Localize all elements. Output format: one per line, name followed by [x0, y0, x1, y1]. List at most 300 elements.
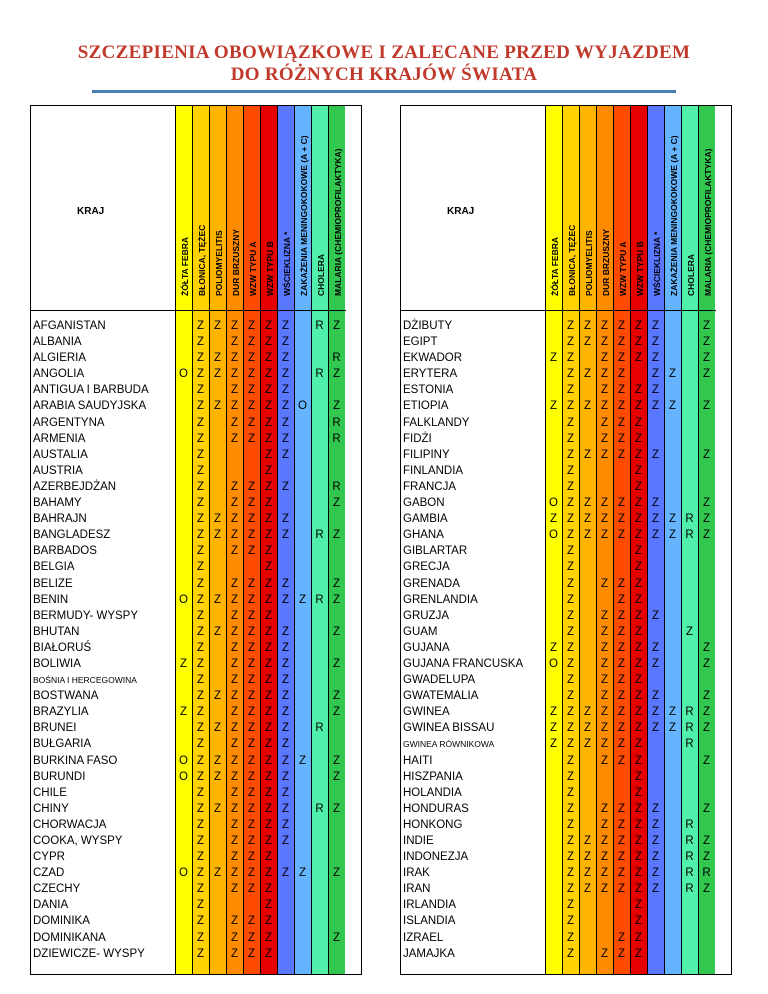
vaccine-cell: Z: [230, 609, 239, 622]
country-name: BENIN: [33, 593, 69, 606]
vaccine-cell: Z: [600, 577, 609, 590]
vaccine-cell: Z: [651, 867, 660, 880]
vaccine-cell: Z: [651, 851, 660, 864]
vaccine-cell: Z: [702, 529, 711, 542]
country-row: [401, 897, 731, 913]
country-name: ALGIERIA: [33, 352, 87, 365]
vaccine-cell: Z: [281, 400, 290, 413]
vaccine-cell: Z: [264, 497, 273, 510]
vaccine-cell: Z: [634, 770, 643, 783]
vaccine-column-header: [176, 106, 193, 311]
vaccine-cell: Z: [583, 738, 592, 751]
country-name: GUJANA FRANCUSKA: [403, 657, 524, 670]
vaccine-cell: Z: [264, 625, 273, 638]
vaccine-cell: Z: [651, 657, 660, 670]
vaccine-cell: Z: [634, 851, 643, 864]
vaccine-cell: Z: [617, 818, 626, 831]
vaccine-cell: Z: [196, 883, 205, 896]
vaccine-cell: Z: [600, 513, 609, 526]
vaccine-cell: Z: [264, 657, 273, 670]
vaccine-cell: Z: [634, 448, 643, 461]
vaccine-column-label: ZAKAŻENIA MENINGOKOKOWE (A + C): [668, 135, 679, 296]
country-name: AFGANISTAN: [33, 320, 106, 332]
vaccine-cell: Z: [566, 867, 575, 880]
vaccine-cell: Z: [281, 416, 290, 429]
country-name: BARBADOS: [33, 545, 97, 558]
vaccine-cell: Z: [702, 835, 711, 847]
vaccine-cell: Z: [247, 432, 256, 445]
vaccine-cell: Z: [668, 722, 677, 735]
vaccine-cell: R: [315, 368, 324, 381]
vaccine-cell: Z: [281, 835, 290, 847]
vaccine-column-header: [261, 106, 278, 311]
vaccine-cell: Z: [617, 609, 626, 622]
vaccine-cell: Z: [281, 770, 290, 783]
country-name: GWINEA: [403, 706, 450, 719]
vaccine-cell: Z: [600, 641, 609, 654]
vaccine-cell: Z: [549, 400, 558, 413]
vaccine-cell: Z: [332, 400, 341, 413]
vaccine-cell: Z: [213, 625, 222, 638]
country-row: [401, 415, 731, 431]
vaccine-cell: Z: [617, 448, 626, 461]
country-row: [31, 624, 361, 640]
vaccine-column-label: BŁONICA, TĘŻEC: [196, 224, 207, 296]
vaccine-cell: Z: [213, 368, 222, 381]
vaccine-column-label: MALARIA (CHEMIOPROFILAKTYKA): [702, 148, 713, 296]
vaccine-cell: R: [315, 529, 324, 542]
vaccine-cell: Z: [230, 706, 239, 719]
vaccine-cell: Z: [634, 577, 643, 590]
vaccine-cell: Z: [264, 400, 273, 413]
vaccine-cell: Z: [583, 320, 592, 332]
vaccine-cell: O: [549, 497, 558, 510]
vaccine-cell: Z: [634, 690, 643, 703]
vaccine-cell: Z: [230, 770, 239, 783]
vaccine-cell: Z: [196, 432, 205, 445]
vaccine-cell: Z: [600, 368, 609, 381]
vaccine-cell: Z: [566, 947, 575, 960]
vaccine-cell: Z: [634, 867, 643, 880]
country-row: [31, 559, 361, 575]
country-name: ANTIGUA I BARBUDA: [33, 384, 149, 397]
country-name: HONKONG: [403, 818, 463, 831]
vaccine-cell: Z: [566, 400, 575, 413]
country-row: [31, 592, 361, 608]
country-name: EKWADOR: [403, 352, 462, 365]
vaccine-cell: Z: [583, 867, 592, 880]
vaccine-cell: Z: [298, 593, 307, 606]
vaccine-cell: Z: [264, 706, 273, 719]
vaccine-cell: Z: [634, 593, 643, 606]
country-name: ARABIA SAUDYJSKA: [33, 400, 147, 413]
country-name: GWINEA BISSAU: [403, 722, 495, 735]
vaccine-cell: Z: [702, 754, 711, 767]
vaccine-cell: Z: [179, 706, 188, 719]
vaccine-cell: Z: [600, 722, 609, 735]
vaccine-cell: Z: [332, 368, 341, 381]
vaccine-cell: Z: [281, 738, 290, 751]
country-rows: [401, 318, 731, 962]
vaccine-column-label: WZW TYPU B: [634, 241, 645, 296]
vaccine-cell: Z: [264, 947, 273, 960]
vaccine-cell: Z: [264, 899, 273, 912]
vaccine-cell: Z: [583, 851, 592, 864]
vaccine-column-label: ŻÓŁTA FEBRA: [549, 236, 560, 296]
vaccine-cell: Z: [702, 497, 711, 510]
vaccine-cell: Z: [247, 754, 256, 767]
country-row: [401, 527, 731, 543]
vaccine-cell: Z: [702, 690, 711, 703]
country-row: [31, 801, 361, 817]
vaccine-cell: Z: [247, 368, 256, 381]
country-row: [31, 382, 361, 398]
vaccine-cell: Z: [196, 352, 205, 365]
vaccine-cell: R: [332, 432, 341, 445]
country-row: [401, 398, 731, 414]
country-row: [401, 592, 731, 608]
vaccine-cell: Z: [634, 835, 643, 847]
vaccine-cell: Z: [651, 336, 660, 349]
country-row: [401, 576, 731, 592]
vaccine-cell: Z: [617, 625, 626, 638]
country-row: [401, 463, 731, 479]
vaccine-column-label: WZW TYPU B: [264, 241, 275, 296]
vaccine-cell: Z: [230, 915, 239, 928]
country-name: FILIPINY: [403, 448, 450, 461]
country-name: HISZPANIA: [403, 770, 463, 783]
vaccine-cell: Z: [247, 786, 256, 799]
country-name: AUSTALIA: [33, 448, 88, 461]
vaccine-cell: Z: [196, 722, 205, 735]
vaccine-cell: Z: [213, 320, 222, 332]
vaccine-cell: Z: [281, 320, 290, 332]
country-row: [31, 946, 361, 962]
vaccine-cell: Z: [566, 625, 575, 638]
vaccine-cell: Z: [281, 690, 290, 703]
vaccine-cell: Z: [685, 625, 694, 638]
vaccine-column-header: [244, 106, 261, 311]
vaccine-cell: Z: [281, 432, 290, 445]
vaccine-cell: O: [179, 754, 188, 767]
country-name: DANIA: [33, 899, 69, 912]
country-name: BRUNEI: [33, 722, 77, 735]
country-name: GRECJA: [403, 561, 450, 574]
country-row: [31, 415, 361, 431]
country-name: FIDŻI: [403, 432, 432, 445]
vaccine-cell: Z: [634, 883, 643, 896]
country-name: BRAZYLIA: [33, 706, 89, 719]
vaccine-cell: Z: [617, 416, 626, 429]
country-name: GUAM: [403, 625, 438, 638]
vaccine-column-label: MALARIA (CHEMIOPROFILAKTYKA): [332, 148, 343, 296]
country-row: [401, 608, 731, 624]
vaccine-cell: Z: [600, 674, 609, 687]
vaccine-column-header: [665, 106, 682, 311]
country-name: AUSTRIA: [33, 464, 83, 477]
vaccine-cell: Z: [230, 931, 239, 944]
vaccine-cell: Z: [651, 609, 660, 622]
country-name: EGIPT: [403, 336, 438, 349]
vaccine-cell: Z: [213, 722, 222, 735]
country-name: BANGLADESZ: [33, 529, 111, 542]
vaccine-cell: Z: [566, 899, 575, 912]
country-name: IRAK: [403, 867, 430, 880]
vaccine-cell: Z: [264, 448, 273, 461]
vaccine-cell: Z: [247, 641, 256, 654]
vaccine-cell: Z: [583, 336, 592, 349]
country-row: [401, 753, 731, 769]
vaccine-cell: Z: [264, 867, 273, 880]
country-name: ISLANDIA: [403, 915, 456, 928]
vaccine-cell: Z: [247, 818, 256, 831]
vaccine-cell: Z: [617, 883, 626, 896]
country-name: DOMINIKA: [33, 915, 90, 928]
vaccine-cell: Z: [651, 497, 660, 510]
country-name: FINLANDIA: [403, 464, 464, 477]
vaccine-cell: Z: [617, 641, 626, 654]
vaccine-cell: O: [179, 368, 188, 381]
country-row: [401, 640, 731, 656]
vaccine-cell: Z: [651, 802, 660, 815]
vaccine-cell: Z: [196, 513, 205, 526]
vaccine-cell: Z: [213, 400, 222, 413]
country-name: IRAN: [403, 883, 431, 896]
country-name: BHUTAN: [33, 625, 80, 638]
vaccine-cell: Z: [281, 513, 290, 526]
vaccine-cell: Z: [651, 368, 660, 381]
vaccine-column-label: ŻÓŁTA FEBRA: [179, 236, 190, 296]
vaccine-cell: Z: [566, 593, 575, 606]
vaccine-cell: Z: [566, 480, 575, 493]
country-name: FRANCJA: [403, 480, 457, 493]
vaccine-cell: Z: [634, 818, 643, 831]
vaccine-cell: Z: [634, 674, 643, 687]
vaccine-cell: R: [332, 352, 341, 365]
country-row: [31, 640, 361, 656]
vaccine-column-header: [648, 106, 665, 311]
vaccine-cell: Z: [264, 561, 273, 574]
vaccine-cell: Z: [651, 400, 660, 413]
vaccine-cell: Z: [617, 947, 626, 960]
vaccine-cell: Z: [566, 754, 575, 767]
vaccine-cell: Z: [281, 529, 290, 542]
vaccine-cell: Z: [566, 609, 575, 622]
vaccine-cell: Z: [247, 674, 256, 687]
vaccine-cell: Z: [566, 802, 575, 815]
vaccine-cell: Z: [549, 738, 558, 751]
country-name: BAHAMY: [33, 497, 82, 510]
title-line-1: SZCZEPIENIA OBOWIĄZKOWE I ZALECANE PRZED WYJAZDEM: [77, 42, 691, 63]
vaccine-column-header: [329, 106, 346, 311]
vaccine-cell: Z: [617, 738, 626, 751]
country-row: [31, 849, 361, 865]
vaccine-cell: Z: [566, 851, 575, 864]
country-name: ANGOLIA: [33, 368, 85, 381]
title-underline: [92, 90, 676, 93]
vaccine-cell: Z: [196, 931, 205, 944]
country-row: [31, 913, 361, 929]
vaccine-cell: Z: [196, 818, 205, 831]
vaccine-cell: Z: [230, 336, 239, 349]
vaccine-cell: Z: [281, 657, 290, 670]
vaccine-cell: Z: [617, 497, 626, 510]
vaccine-column-label: WZW TYPU A: [247, 241, 258, 296]
country-name: BELIZE: [33, 577, 73, 590]
vaccine-cell: Z: [634, 786, 643, 799]
vaccine-cell: Z: [264, 593, 273, 606]
vaccine-cell: Z: [281, 352, 290, 365]
vaccine-cell: Z: [230, 384, 239, 397]
vaccine-cell: Z: [702, 336, 711, 349]
vaccine-cell: Z: [702, 657, 711, 670]
country-name: BAHRAJN: [33, 513, 87, 526]
vaccine-cell: Z: [247, 770, 256, 783]
vaccine-cell: Z: [651, 352, 660, 365]
vaccine-cell: R: [685, 722, 694, 735]
vaccine-cell: Z: [583, 368, 592, 381]
vaccine-cell: Z: [264, 609, 273, 622]
vaccine-cell: Z: [566, 577, 575, 590]
vaccine-cell: Z: [264, 818, 273, 831]
vaccine-cell: Z: [651, 448, 660, 461]
vaccine-column-header: [210, 106, 227, 311]
vaccine-cell: Z: [230, 593, 239, 606]
vaccine-cell: Z: [196, 416, 205, 429]
vaccine-cell: Z: [634, 754, 643, 767]
vaccine-cell: Z: [566, 464, 575, 477]
country-row: [401, 704, 731, 720]
vaccine-cell: Z: [264, 915, 273, 928]
vaccine-cell: Z: [230, 657, 239, 670]
vaccine-column-label: WŚCIEKLIZNA *: [651, 231, 662, 296]
country-row: [401, 833, 731, 849]
vaccine-cell: Z: [600, 416, 609, 429]
vaccine-cell: Z: [617, 931, 626, 944]
country-name: CHILE: [33, 786, 67, 799]
vaccine-cell: Z: [549, 706, 558, 719]
vaccine-cell: Z: [651, 818, 660, 831]
vaccine-cell: Z: [196, 738, 205, 751]
country-row: [31, 334, 361, 350]
vaccine-cell: Z: [264, 529, 273, 542]
vaccine-cell: Z: [247, 625, 256, 638]
country-row: [401, 447, 731, 463]
vaccine-cell: Z: [651, 883, 660, 896]
vaccine-cell: O: [179, 867, 188, 880]
country-row: [401, 656, 731, 672]
vaccine-cell: R: [315, 593, 324, 606]
vaccine-cell: Z: [247, 867, 256, 880]
vaccine-column-header: [295, 106, 312, 311]
title-line-2: DO RÓŻNYCH KRAJÓW ŚWIATA: [230, 64, 538, 85]
vaccine-cell: Z: [600, 754, 609, 767]
country-row: [401, 334, 731, 350]
vaccine-cell: Z: [196, 368, 205, 381]
vaccine-cell: Z: [247, 529, 256, 542]
vaccine-cell: R: [332, 480, 341, 493]
country-row: [31, 833, 361, 849]
vaccine-cell: Z: [634, 352, 643, 365]
vaccine-cell: Z: [230, 851, 239, 864]
vaccine-cell: Z: [264, 802, 273, 815]
vaccine-cell: Z: [332, 867, 341, 880]
vaccine-column-label: POLIOMYELITIS: [583, 230, 594, 296]
country-row: [31, 318, 361, 334]
vaccine-cell: Z: [634, 641, 643, 654]
vaccine-cell: Z: [600, 320, 609, 332]
country-row: [31, 865, 361, 881]
vaccine-cell: Z: [702, 400, 711, 413]
vaccine-cell: Z: [332, 770, 341, 783]
vaccine-cell: Z: [617, 432, 626, 445]
vaccine-cell: Z: [196, 593, 205, 606]
country-name: HOLANDIA: [403, 786, 462, 799]
vaccine-cell: Z: [264, 384, 273, 397]
vaccine-cell: Z: [600, 835, 609, 847]
vaccine-column-header: [546, 106, 563, 311]
country-row: [401, 382, 731, 398]
vaccine-cell: Z: [196, 529, 205, 542]
vaccine-cell: Z: [281, 625, 290, 638]
vaccine-column-header: [631, 106, 648, 311]
vaccine-cell: Z: [600, 867, 609, 880]
country-row: [31, 447, 361, 463]
country-name: CHINY: [33, 802, 69, 815]
vaccine-cell: O: [179, 770, 188, 783]
vaccine-cell: Z: [617, 851, 626, 864]
kraj-header: [31, 106, 175, 311]
vaccine-cell: Z: [566, 835, 575, 847]
vaccine-cell: Z: [247, 545, 256, 558]
vaccine-cell: Z: [196, 384, 205, 397]
vaccine-cell: R: [315, 802, 324, 815]
vaccine-cell: Z: [600, 497, 609, 510]
vaccine-cell: Z: [196, 802, 205, 815]
vaccine-cell: Z: [566, 497, 575, 510]
vaccine-cell: Z: [332, 593, 341, 606]
country-row: [31, 543, 361, 559]
country-row: [401, 495, 731, 511]
vaccine-column-label: CHOLERA: [315, 253, 326, 296]
vaccine-cell: Z: [196, 786, 205, 799]
vaccine-cell: Z: [617, 352, 626, 365]
vaccine-cell: Z: [566, 883, 575, 896]
vaccine-cell: Z: [196, 947, 205, 960]
vaccine-cell: Z: [213, 754, 222, 767]
country-row: [31, 817, 361, 833]
vaccine-cell: Z: [247, 384, 256, 397]
vaccine-cell: Z: [213, 529, 222, 542]
vaccine-cell: Z: [332, 497, 341, 510]
kraj-header-label: KRAJ: [77, 206, 105, 217]
vaccine-cell: Z: [213, 690, 222, 703]
vaccine-cell: R: [685, 513, 694, 526]
vaccine-cell: Z: [332, 754, 341, 767]
vaccine-cell: Z: [230, 368, 239, 381]
vaccine-cell: Z: [634, 497, 643, 510]
vaccine-cell: Z: [617, 336, 626, 349]
vaccine-cell: Z: [634, 947, 643, 960]
vaccine-cell: Z: [264, 738, 273, 751]
vaccine-cell: Z: [247, 336, 256, 349]
country-name: ERYTERA: [403, 368, 458, 381]
vaccine-cell: R: [685, 529, 694, 542]
vaccine-cell: Z: [549, 641, 558, 654]
vaccine-cell: Z: [583, 448, 592, 461]
country-row: [401, 366, 731, 382]
vaccine-cell: Z: [196, 851, 205, 864]
